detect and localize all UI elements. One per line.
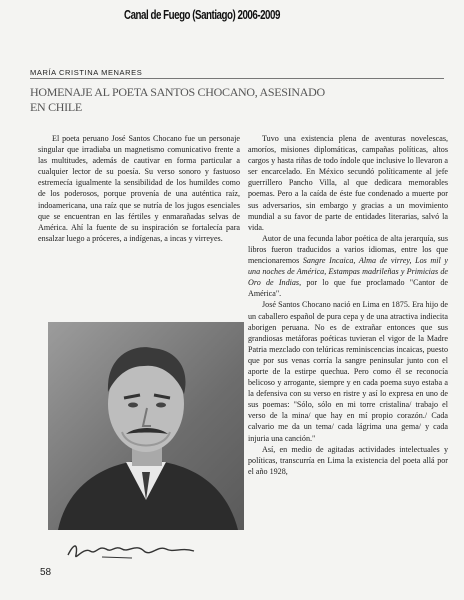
paragraph: José Santos Chocano nació en Lima en 1875. Era hijo de un caballero español de pura cepa y de una atractiva indiecita aborigen peruana. No es de extrañar entonces que sus grandiosas metáforas poéticas tuvieran el vigor de la Madre Patria mezclado con telúricas reminiscencias incaicas, puesto que por sus venas corría la sangre peninsular junto con el aporte de la estirpe quechua. Pero como él se reconocía belicoso y arrogante, siempre y en cada poema suyo estaba a la defensiva con su verso en ristre y así lo expresa en uno de sus poemas: "Sólo, sólo en mi torre cristalina/ trabajo el verso de la mina/ que hay en mí propio corazón./ Cada calvario me da un tema/ cada lágrima una gema/ y cada injuria una canción.": [248, 300, 448, 443]
column-right: [248, 133, 448, 477]
paragraph: Tuvo una existencia plena de aventuras novelescas, amoríos, misiones diplomáticas, campañas políticas, altos cargos y hasta riñas de todo índole que inclusive lo llevaron a ser encarcelado. En México secundó políticamente al jefe guerrillero Pancho Villa, al que dedicara memorables poemas. Pero a la caída de éste fue condenado a muerte por sus adversarios, sin embargo y gracias a un movimiento mundial a su favor de parte de entidades literarias, salvó la vida.: [248, 134, 448, 232]
portrait-illustration: [48, 322, 244, 530]
header-rule: [30, 78, 444, 79]
paragraph: Así, en medio de agitadas actividades intelectuales y políticas, transcurría en Lima la existencia del poeta allá por el año 1928,: [248, 444, 448, 476]
publication-stamp: Canal de Fuego (Santiago) 2006-2009: [124, 8, 280, 22]
book-titles: Sangre Incaica, Alma de virrey, Los mil y una noches de América, Estampas madrileñas y Primicias de Oro de Indias: [248, 256, 448, 288]
column-left: [38, 133, 240, 244]
portrait-photo: [48, 322, 244, 530]
paragraph-text: , por lo que fue proclamado "Cantor de América".: [248, 278, 448, 299]
signature: [62, 537, 202, 563]
article-title: HOMENAJE AL POETA SANTOS CHOCANO, ASESINADO EN CHILE: [30, 85, 325, 114]
paragraph: [248, 233, 448, 300]
article-author: MARÍA CRISTINA MENARES: [30, 68, 143, 77]
paragraph-text: Autor de una fecunda labor poética de alta jerarquía, sus libros fueron traducidos a varios idiomas, entre los que mencionaremos: [248, 233, 448, 266]
page-number: 58: [40, 567, 52, 578]
paragraph: El poeta peruano José Santos Chocano fue un personaje singular que irradiaba un magnetismo comunicativo frente a las multitudes, además de cautivar en forma particular a cualquier lector de su poesía. Su verso sonoro y fastuoso estremecía igualmente la sensibilidad de los humildes como de los poderosos, porque provenía de una auténtica raíz, indoamericana, una raíz que se nutría de los jugos esenciales que se encuentran en las fértiles y enmarañadas selvas de América. Ahí la fuente de su inspiración se fortalecía para ensalzar luego a próceres, a indígenas, a incas y virreyes.: [38, 134, 240, 243]
